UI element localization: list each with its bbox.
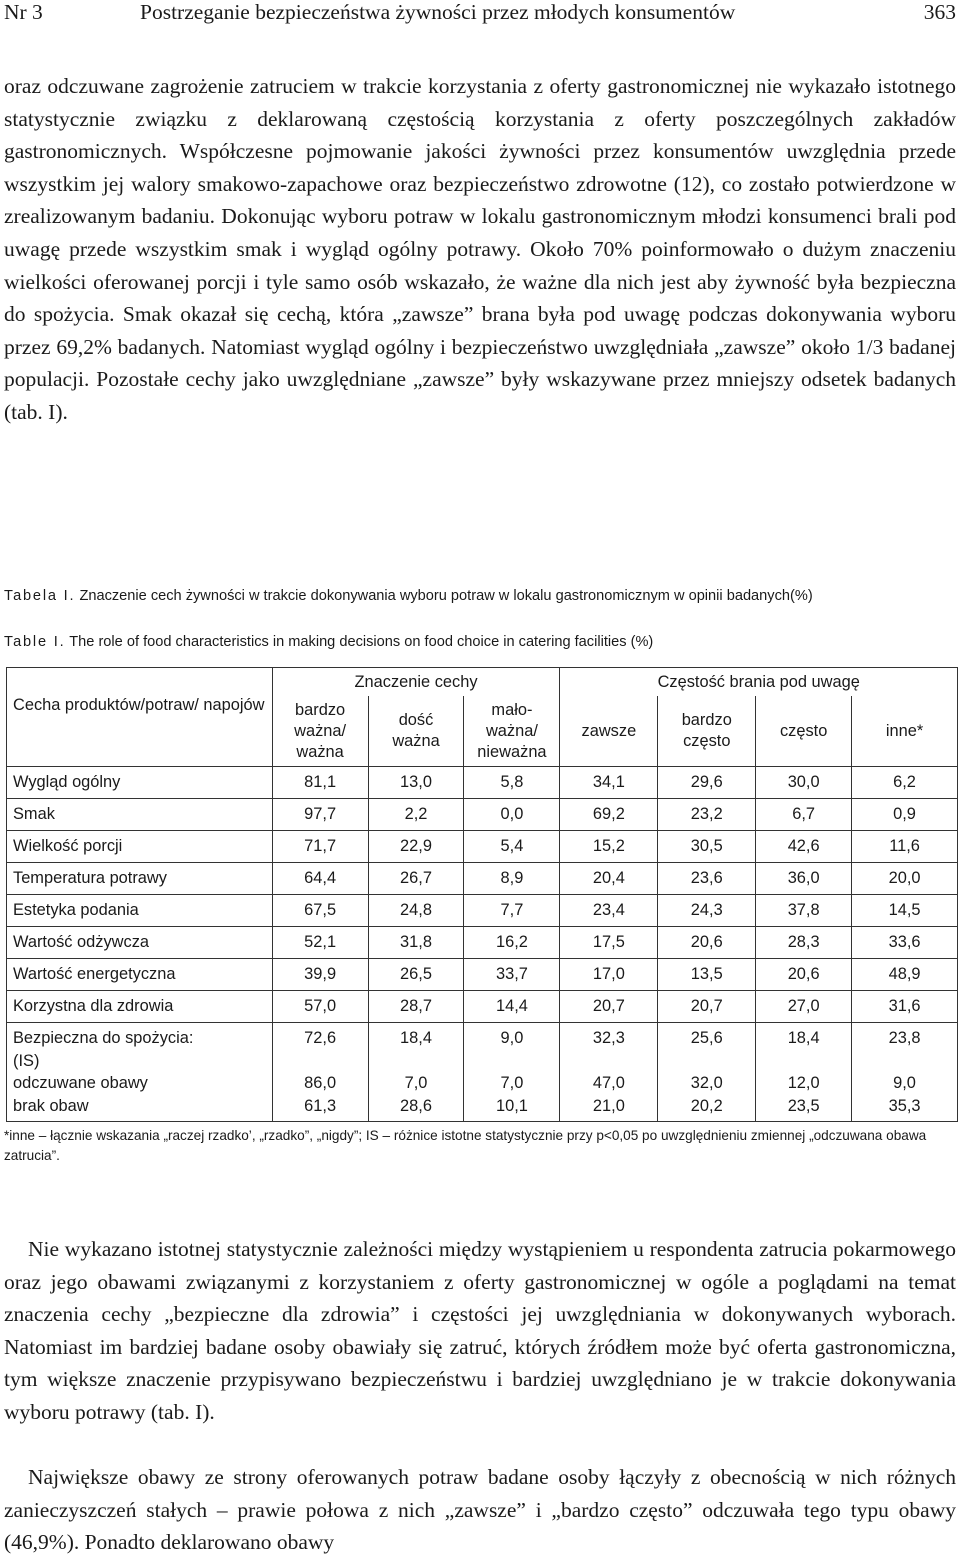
safety-no-concern-value: 28,6: [400, 1096, 432, 1115]
safety-label: Bezpieczna do spożycia:: [13, 1029, 194, 1047]
running-header: [0, 0, 960, 30]
table-cell: 71,7: [272, 831, 368, 863]
table-cell: [368, 1023, 464, 1122]
table-cell: [272, 1023, 368, 1122]
safety-spacer: [470, 1050, 553, 1073]
table-row: [7, 991, 958, 1023]
table-cell: 28,7: [368, 991, 464, 1023]
safety-main-value: 18,4: [787, 1029, 820, 1047]
table-row: [7, 863, 958, 895]
table-cell: 20,6: [756, 959, 852, 991]
issue-number: Nr 3: [4, 0, 43, 24]
table-cell: 20,7: [560, 991, 658, 1023]
table-cell: 64,4: [272, 863, 368, 895]
safety-main-value: 32,3: [592, 1029, 625, 1047]
row-header-cell: Cecha produktów/potraw/ napojów: [7, 668, 273, 767]
col-header: zawsze: [560, 696, 658, 767]
table-cell: 15,2: [560, 831, 658, 863]
table-title-en: The role of food characteristics in making decisions on food choice in catering facilities (%): [69, 634, 654, 650]
table-cell: 0,0: [464, 799, 560, 831]
safety-concern-value: 86,0: [304, 1074, 337, 1092]
table-cell: 36,0: [756, 863, 852, 895]
safety-concern-value: 7,0: [500, 1074, 524, 1092]
table-cell: [852, 1023, 958, 1122]
col-header: dość ważna: [368, 696, 464, 767]
table-cell: 23,6: [658, 863, 756, 895]
table-cell: 17,0: [560, 959, 658, 991]
safety-spacer: [279, 1050, 362, 1073]
table-cell: 6,7: [756, 799, 852, 831]
safety-main-value: 72,6: [304, 1029, 337, 1047]
table-cell: 27,0: [756, 991, 852, 1023]
table-cell: 24,8: [368, 895, 464, 927]
table-label-en: Table I.: [4, 634, 66, 650]
table-cell: 31,6: [852, 991, 958, 1023]
safety-no-concern-value: 61,3: [304, 1096, 337, 1115]
col-header: bardzo często: [658, 696, 756, 767]
table-cell: 48,9: [852, 959, 958, 991]
table-cell: 5,4: [464, 831, 560, 863]
safety-spacer: [858, 1050, 951, 1073]
table-cell: 23,4: [560, 895, 658, 927]
table-cell: 30,5: [658, 831, 756, 863]
safety-spacer: [664, 1050, 749, 1073]
table-cell: 57,0: [272, 991, 368, 1023]
col-header: inne*: [852, 696, 958, 767]
table-row: [7, 895, 958, 927]
table-cell: 30,0: [756, 767, 852, 799]
row-label: Korzystna dla zdrowia: [7, 991, 273, 1023]
table-cell: 33,7: [464, 959, 560, 991]
table-cell: [658, 1023, 756, 1122]
row-label: Wygląd ogólny: [7, 767, 273, 799]
table-cell: 39,9: [272, 959, 368, 991]
table-row-safety: [7, 1023, 958, 1122]
table-cell: 67,5: [272, 895, 368, 927]
row-label: Wielkość porcji: [7, 831, 273, 863]
table-cell: 69,2: [560, 799, 658, 831]
table-cell: 29,6: [658, 767, 756, 799]
table-cell: 5,8: [464, 767, 560, 799]
table-cell: [464, 1023, 560, 1122]
table-cell: 20,7: [658, 991, 756, 1023]
safety-no-concern-value: 10,1: [495, 1096, 528, 1115]
table-cell: 8,9: [464, 863, 560, 895]
table-title-pl: Znaczenie cech żywności w trakcie dokonywania wyboru potraw w lokalu gastronomicznym w opinii badanych(%): [79, 588, 813, 604]
running-title: Postrzeganie bezpieczeństwa żywności przez młodych konsumentów: [140, 0, 736, 24]
row-label: Wartość odżywcza: [7, 927, 273, 959]
safety-no-concern-value: 23,5: [787, 1096, 820, 1115]
table-cell: 31,8: [368, 927, 464, 959]
table-cell: 7,7: [464, 895, 560, 927]
body-paragraph-bottom-2: Największe obawy ze strony oferowanych potraw badane osoby łączyły z obecnością w nich różnych zanieczyszczeń stałych – prawie połowa z nich „zawsze” i „bardzo często” odczuwała tego typu obawy (46,9%). Ponadto deklarowano obawy: [4, 1465, 956, 1555]
table-cell: 16,2: [464, 927, 560, 959]
row-label: Smak: [7, 799, 273, 831]
table-footnote: *inne – łącznie wskazania „raczej rzadko’, „rzadko”, „nigdy”; IS – różnice istotne statystycznie przy p<0,05 po uwzględnieniu zmiennej „odczuwana obawa zatrucia”.: [4, 1128, 927, 1163]
col-header: bardzo ważna/ ważna: [272, 696, 368, 767]
group-header-importance: Znaczenie cechy: [272, 668, 560, 697]
row-label: [7, 1023, 273, 1122]
body-paragraph-top: oraz odczuwane zagrożenie zatruciem w trakcie korzystania z oferty gastronomicznej nie wykazało istotnego statystycznie związku z deklarowaną częstością korzystania z oferty poszczególnych zakładów gastronomicznych. Współczesne pojmowanie jakości żywności przez konsumentów uwzględnia przede wszystkim jej walory smakowo-zapachowe oraz bezpieczeństwo zdrowotne (12), co zostało potwierdzone w zrealizowanym badaniu. Dokonując wyboru potraw w lokalu gastronomicznym młodzi konsumenci brali pod uwagę przede wszystkim smak i wygląd ogólny potrawy. Około 70% poinformowało o dużym znaczeniu wielkości oferowanej porcji i tyle samo osób wskazało, że ważne dla nich jest aby żywność była bezpieczna do spożycia. Smak okazał się cechą, która „zawsze” brana była pod uwagę podczas dokonywania wyboru przez 69,2% badanych. Natomiast wygląd ogólny i bezpieczeństwo uwzględniała „zawsze” około 1/3 badanej populacji. Pozostałe cechy jako uwzględniane „zawsze” były wskazywane przez mniejszy odsetek badanych (tab. I).: [4, 74, 956, 424]
table-cell: 20,6: [658, 927, 756, 959]
safety-concern-value: 32,0: [690, 1074, 723, 1092]
table-cell: 33,6: [852, 927, 958, 959]
data-table: [6, 667, 958, 1122]
safety-concern-value: 9,0: [893, 1074, 916, 1092]
safety-no-concern-value: 21,0: [592, 1096, 625, 1115]
safety-main-value: 25,6: [690, 1029, 723, 1047]
table-row: [7, 927, 958, 959]
body-paragraph-bottom-1: Nie wykazano istotnej statystycznie zależności między wystąpieniem u respondenta zatrucia pokarmowego oraz jego obawami związanymi z korzystaniem z oferty gastronomicznej w ogóle a poglądami na temat znaczenia cechy „bezpieczne dla zdrowia” i częstości jej uwzględniania w dokonywanych wyborach. Natomiast im bardziej badane osoby obawiały się zatruć, których źródłem może być oferta gastronomiczna, tym większe znaczenie przypisywano bezpieczeństwu i bardziej uwzględniano je w trakcie dokonywania wyboru potrawy (tab. I).: [4, 1237, 956, 1424]
table-label-pl: Tabela I.: [4, 588, 76, 604]
col-header: często: [756, 696, 852, 767]
table-row: [7, 767, 958, 799]
safety-sub-no-concern: brak obaw: [13, 1096, 89, 1115]
row-label: Wartość energetyczna: [7, 959, 273, 991]
table-cell: 52,1: [272, 927, 368, 959]
table-cell: 0,9: [852, 799, 958, 831]
group-header-frequency: Częstość brania pod uwagę: [560, 668, 958, 697]
safety-main-value: 18,4: [400, 1029, 432, 1047]
table-cell: 6,2: [852, 767, 958, 799]
safety-spacer: [762, 1050, 845, 1073]
table-cell: 26,7: [368, 863, 464, 895]
safety-is-label: (IS): [13, 1051, 40, 1070]
table-caption-en: [4, 632, 956, 653]
table-cell: 13,5: [658, 959, 756, 991]
table-row: [7, 959, 958, 991]
table-cell: 20,0: [852, 863, 958, 895]
table-row: [7, 831, 958, 863]
table-cell: 2,2: [368, 799, 464, 831]
safety-concern-value: 7,0: [404, 1074, 428, 1092]
page-number: 363: [923, 0, 956, 24]
table-cell: [756, 1023, 852, 1122]
safety-concern-value: 12,0: [787, 1074, 820, 1092]
table-cell: 13,0: [368, 767, 464, 799]
safety-concern-value: 47,0: [592, 1074, 625, 1092]
table-cell: 26,5: [368, 959, 464, 991]
row-label: Temperatura potrawy: [7, 863, 273, 895]
table-cell: 22,9: [368, 831, 464, 863]
safety-no-concern-value: 20,2: [690, 1096, 723, 1115]
table-cell: 14,5: [852, 895, 958, 927]
table-cell: 23,2: [658, 799, 756, 831]
safety-spacer: [566, 1050, 651, 1073]
safety-main-value: 9,0: [500, 1029, 524, 1047]
table-cell: 42,6: [756, 831, 852, 863]
table-cell: 34,1: [560, 767, 658, 799]
table-caption-pl: [4, 586, 956, 607]
table-cell: 20,4: [560, 863, 658, 895]
table-cell: 14,4: [464, 991, 560, 1023]
safety-sub-concern: odczuwane obawy: [13, 1074, 148, 1092]
table-row: [7, 799, 958, 831]
table-cell: 11,6: [852, 831, 958, 863]
row-label: Estetyka podania: [7, 895, 273, 927]
table-cell: 24,3: [658, 895, 756, 927]
table-cell: [560, 1023, 658, 1122]
col-header: mało- ważna/ nieważna: [464, 696, 560, 767]
safety-no-concern-value: 35,3: [888, 1096, 921, 1115]
table-cell: 37,8: [756, 895, 852, 927]
table-cell: 17,5: [560, 927, 658, 959]
safety-main-value: 23,8: [888, 1029, 921, 1047]
table-cell: 28,3: [756, 927, 852, 959]
table-cell: 81,1: [272, 767, 368, 799]
table-cell: 97,7: [272, 799, 368, 831]
safety-spacer: [375, 1050, 458, 1073]
